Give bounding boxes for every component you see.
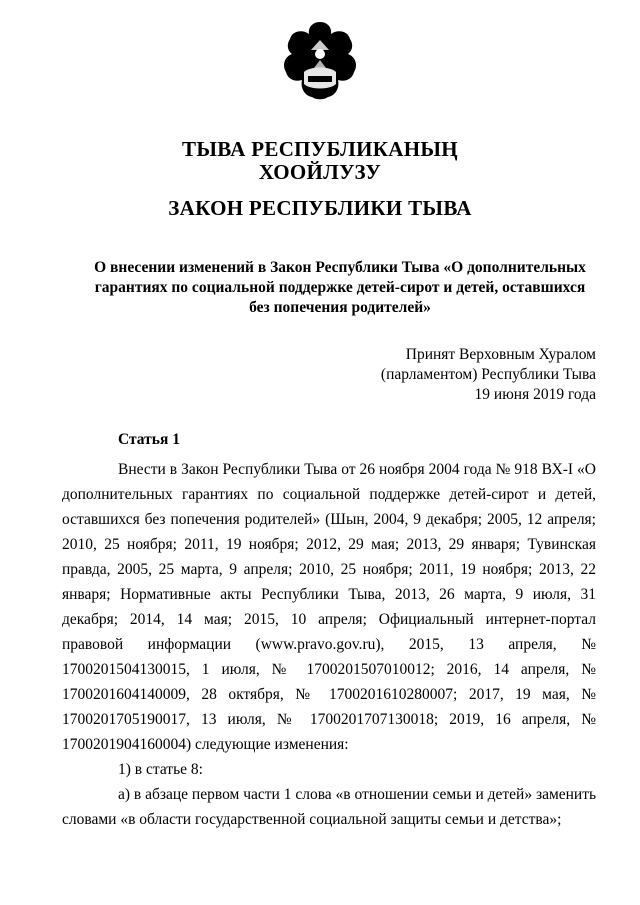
law-title: ЗАКОН РЕСПУБЛИКИ ТЫВА bbox=[168, 196, 472, 220]
law-subject-line: гарантиях по социальной поддержке детей-сирот и детей, оставшихся bbox=[94, 279, 586, 296]
body-line: января; Нормативные акты Республики Тыва, 2013, 26 марта, 9 июля, 31 bbox=[62, 586, 596, 603]
body-line: правовой информации (www.pravo.gov.ru), 2015, 13 апреля, № bbox=[62, 636, 596, 653]
body-line: 1700201504130015, 1 июля, № 1700201507010012; 2016, 14 апреля, № bbox=[62, 661, 596, 678]
adoption-line: (парламентом) Республики Тыва bbox=[380, 366, 596, 383]
body-line: дополнительных гарантиях по социальной поддержке детей-сирот и детей, bbox=[62, 486, 596, 503]
adoption-info bbox=[381, 345, 596, 405]
republic-title-line-2: ХООЙЛУЗУ bbox=[258, 160, 382, 184]
adoption-line: 19 июня 2019 года bbox=[474, 386, 596, 403]
coat-of-arms-emblem bbox=[278, 20, 362, 104]
body-line: правда, 2005, 25 марта, 9 апреля; 2010, 25 ноября; 2011, 19 ноября; 2013, 22 bbox=[62, 561, 596, 578]
body-line: 1700201705190017, 13 июля, № 1700201707130018; 2019, 16 апреля, № bbox=[62, 711, 596, 728]
article-body bbox=[62, 457, 596, 832]
body-line: 2010, 25 ноября; 2011, 19 ноября; 2012, 29 мая; 2013, 29 января; Тувинская bbox=[62, 536, 596, 553]
list-item-a: а) в абзаце первом части 1 слова «в отношении семьи и детей» заменить bbox=[118, 786, 597, 803]
law-subject-line: О внесении изменений в Закон Республики Тыва «О дополнительных bbox=[94, 259, 586, 276]
list-item-a-continued: словами «в области государственной социальной защиты семьи и детства»; bbox=[62, 811, 562, 828]
law-subject-line: без попечения родителей» bbox=[249, 299, 431, 316]
body-line: 1700201904160004) следующие изменения: bbox=[62, 736, 349, 753]
article-heading: Статья 1 bbox=[118, 431, 180, 448]
body-line: декабря; 2014, 14 мая; 2015, 10 апреля; Официальный интернет-портал bbox=[62, 611, 596, 628]
adoption-line: Принят Верховным Хуралом bbox=[405, 346, 596, 363]
body-line: оставшихся без попечения родителей» (Шын, 2004, 9 декабря; 2005, 12 апреля; bbox=[62, 511, 596, 528]
body-line: Внести в Закон Республики Тыва от 26 ноября 2004 года № 918 ВХ-I «О bbox=[118, 461, 596, 478]
law-subject bbox=[90, 258, 590, 318]
list-item-1: 1) в статье 8: bbox=[118, 761, 203, 778]
republic-title-line-1: ТЫВА РЕСПУБЛИКАНЫҢ bbox=[182, 137, 458, 161]
body-line: 1700201604140009, 28 октября, № 1700201610280007; 2017, 19 мая, № bbox=[62, 686, 596, 703]
